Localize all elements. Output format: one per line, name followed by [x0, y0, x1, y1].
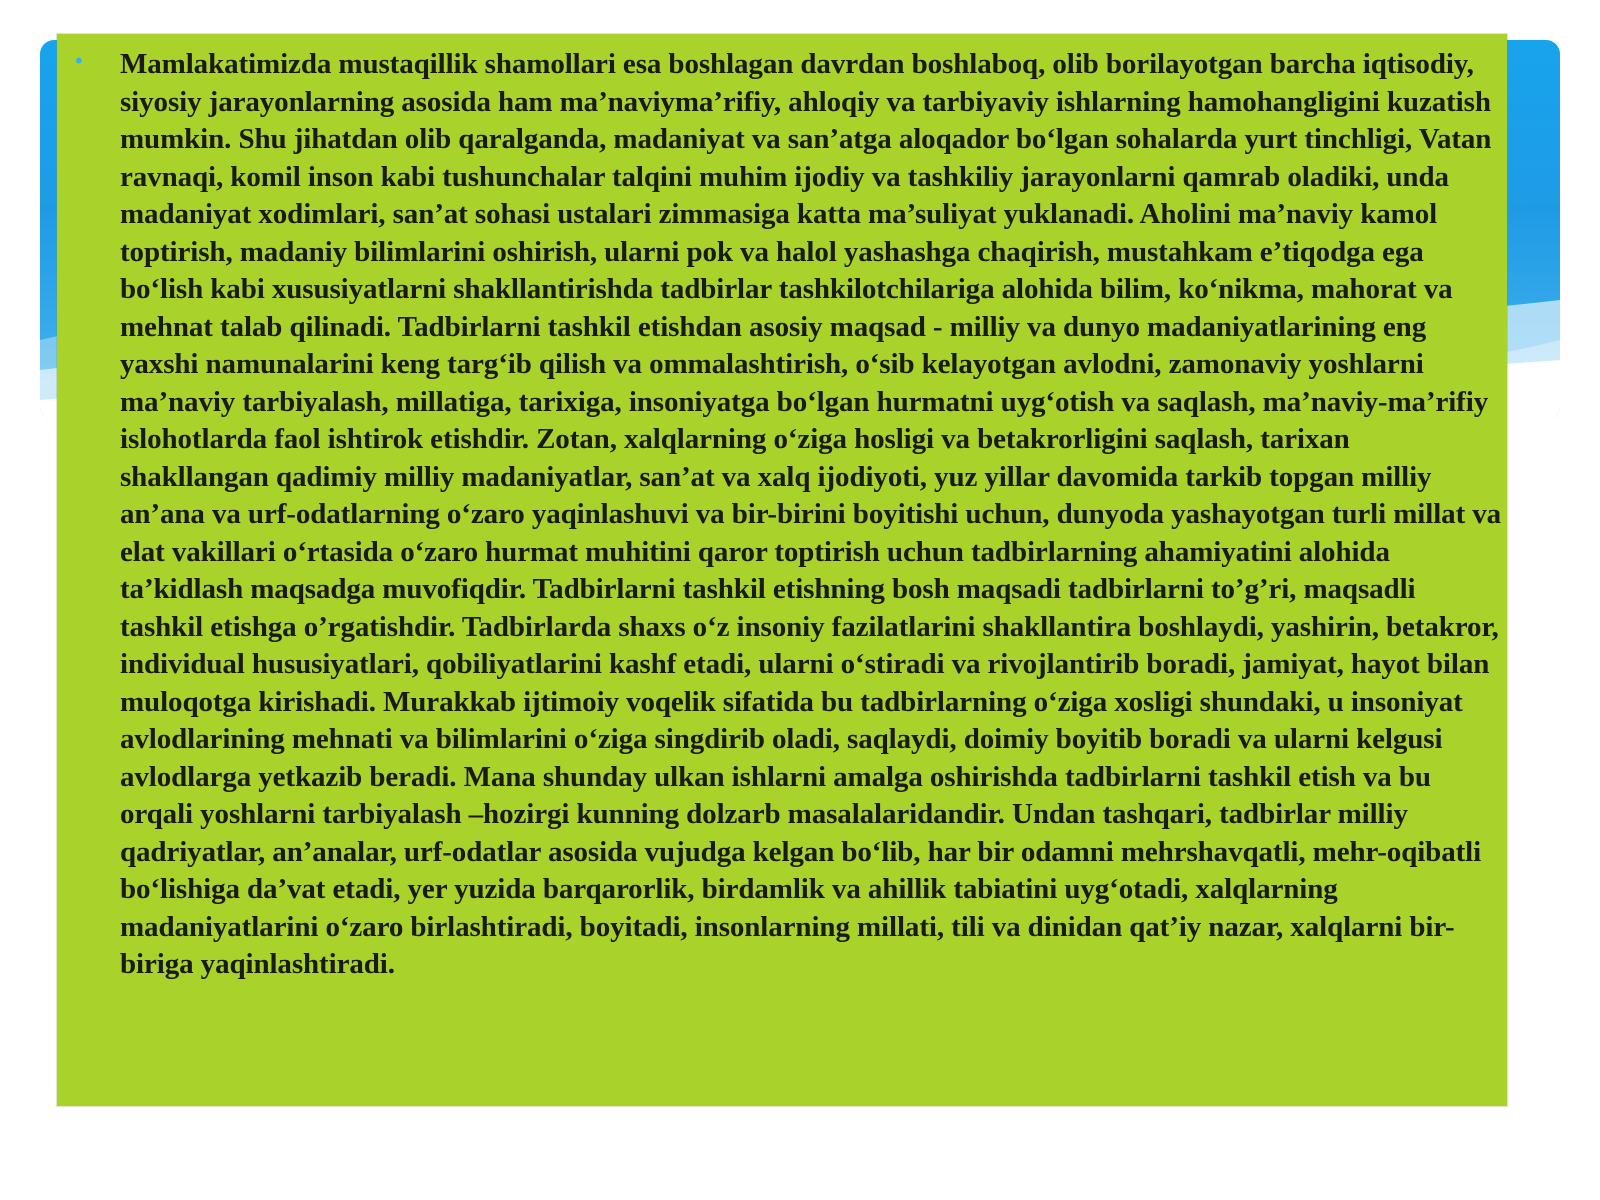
content-panel — [57, 34, 1507, 1106]
bullet-icon: • — [73, 49, 85, 73]
body-paragraph: Mamlakatimizda mustaqillik shamollari esa boshlagan davrdan boshlaboq, olib borilayotgan barcha iqtisodiy, siyosiy jarayonlarning asosida ham ma’naviyma’rifiy, ahloqiy va tarbiyaviy ishlarning hamohangligini kuzatish mumkin. Shu jihatdan olib qaralganda, madaniyat va san’atga aloqador bo‘lgan sohalarda yurt tinchligi, Vatan ravnaqi, komil inson kabi tushunchalar talqini muhim ijodiy va tashkiliy jarayonlarni qamrab oladiki, unda madaniyat xodimlari, san’at sohasi ustalari zimmasiga katta ma’suliyat yuklanadi. Aholini ma’naviy kamol toptirish, madaniy bilimlarini oshirish, ularni pok va halol yashashga chaqirish, mustahkam e’tiqodga ega bo‘lish kabi xususiyatlarni shakllantirishda tadbirlar tashkilotchilariga alohida bilim, ko‘nikma, mahorat va mehnat talab qilinadi. Tadbirlarni tashkil etishdan asosiy maqsad - milliy va dunyo madaniyatlarining eng yaxshi namunalarini keng targ‘ib qilish va ommalashtirish, o‘sib kelayotgan avlodni, zamonaviy yoshlarni ma’naviy tarbiyalash, millatiga, tarixiga, insoniyatga bo‘lgan hurmatni uyg‘otish va saqlash, ma’naviy-ma’rifiy islohotlarda faol ishtirok etishdir. Zotan, xalqlarning o‘ziga hosligi va betakrorligini saqlash, tarixan shakllangan qadimiy milliy madaniyatlar, san’at va xalq ijodiyoti, yuz yillar davomida tarkib topgan milliy an’ana va urf-odatlarning o‘zaro yaqinlashuvi va bir-birini boyitishi uchun, dunyoda yashayotgan turli millat va elat vakillari o‘rtasida o‘zaro hurmat muhitini qaror toptirish uchun tadbirlarning ahamiyatini alohida ta’kidlash maqsadga muvofiqdir. Tadbirlarni tashkil etishning bosh maqsadi tadbirlarni to’g’ri, maqsadli tashkil etishga o’rgatishdir. Tadbirlarda shaxs o‘z insoniy fazilatlarini shakllantira boshlaydi, yashirin, betakror, individual hususiyatlari, qobiliyatlarini kashf etadi, ularni o‘stiradi va rivojlantirib boradi, jamiyat, hayot bilan muloqotga kirishadi. Murakkab ijtimoiy voqelik sifatida bu tadbirlarning o‘ziga xosligi shundaki, u insoniyat avlodlarining mehnati va bilimlarini o‘ziga singdirib oladi, saqlaydi, doimiy boyitib boradi va ularni kelgusi avlodlarga yetkazib beradi. Mana shunday ulkan ishlarni amalga oshirishda tadbirlarni tashkil etish va bu orqali yoshlarni tarbiyalash –hozirgi kunning dolzarb masalalaridandir. Undan tashqari, tadbirlar milliy qadriyatlar, an’analar, urf-odatlar asosida vujudga kelgan bo‘lib, har bir odamni mehrshavqatli, mehr-oqibatli bo‘lishiga da’vat etadi, yer yuzida barqarorlik, birdamlik va ahillik tabiatini uyg‘otadi, xalqlarning madaniyatlarini o‘zaro birlashtiradi, boyitadi, insonlarning millati, tili va dinidan qat’iy nazar, xalqlarni bir-biriga yaqinlashtiradi. — [120, 48, 1502, 980]
